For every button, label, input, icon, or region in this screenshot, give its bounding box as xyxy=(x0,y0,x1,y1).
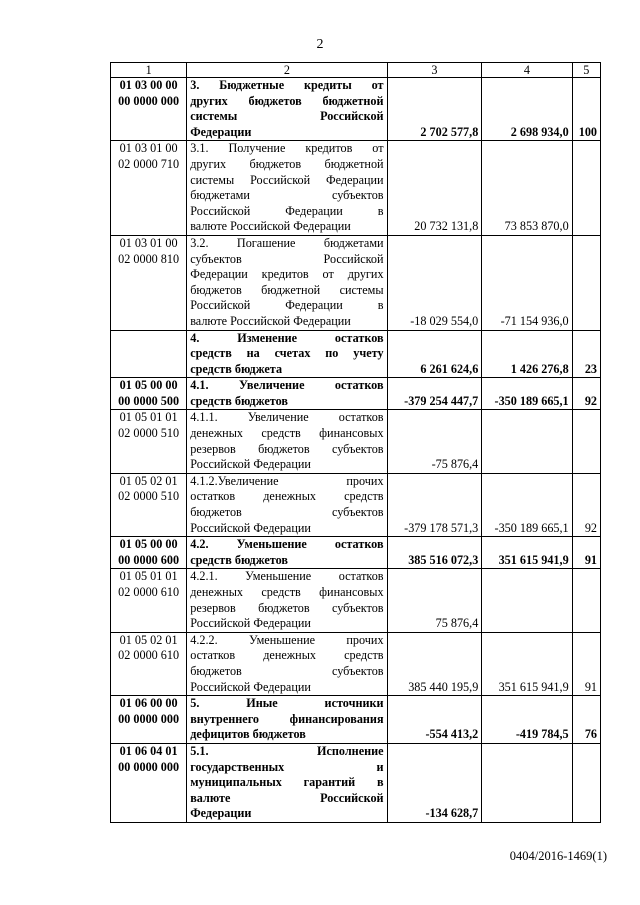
row-value-col3: 20 732 131,8 xyxy=(387,141,482,236)
row-name-line: 3. Бюджетные кредиты от xyxy=(190,78,384,92)
row-code: 01 05 00 00 00 0000 600 xyxy=(111,537,187,569)
table-row xyxy=(111,330,601,378)
row-value-col4 xyxy=(482,743,572,822)
row-name-line: валюте Российской Федерации xyxy=(190,313,351,328)
row-name-line: системы Российской Федерации xyxy=(190,172,384,187)
row-name-line: денежных средств финансовых xyxy=(190,585,384,599)
row-value-col4: 1 426 276,8 xyxy=(482,330,572,378)
header-col-3: 3 xyxy=(387,63,482,78)
table-body xyxy=(111,78,601,823)
row-name-line: 4.1.1. Увеличение остатков xyxy=(190,410,384,425)
row-name-line: 3.2. Погашение бюджетами xyxy=(190,235,384,250)
header-col-2: 2 xyxy=(187,63,387,78)
row-name-line: 4.1.2.Увеличение прочих xyxy=(190,473,384,488)
row-code: 01 06 04 01 00 0000 000 xyxy=(111,743,187,822)
row-value-col4: -350 189 665,1 xyxy=(482,378,572,410)
row-name-line: 4. Изменение остатков xyxy=(190,330,384,345)
row-value-col4: 351 615 941,9 xyxy=(482,632,572,695)
row-value-col4: 73 853 870,0 xyxy=(482,141,572,236)
row-name xyxy=(187,78,387,141)
row-value-col5 xyxy=(572,743,600,822)
row-name-line: бюджетов субъектов xyxy=(190,505,384,520)
row-value-col5: 76 xyxy=(572,696,600,744)
row-name xyxy=(187,330,387,378)
row-value-col4: -71 154 936,0 xyxy=(482,235,572,330)
row-name-line: бюджетов бюджетной системы xyxy=(190,282,384,297)
row-name xyxy=(187,696,387,744)
row-name-line: государственных и xyxy=(190,759,384,774)
row-code: 01 05 01 01 02 0000 510 xyxy=(111,410,187,473)
row-value-col5 xyxy=(572,235,600,330)
document-code: 0404/2016-1469(1) xyxy=(509,849,607,863)
row-name xyxy=(187,569,387,632)
row-name-line: 3.1. Получение кредитов от xyxy=(190,141,384,156)
row-name-line: бюджетов субъектов xyxy=(190,663,384,678)
table-row xyxy=(111,141,601,236)
header-col-4: 4 xyxy=(482,63,572,78)
row-value-col3: 75 876,4 xyxy=(387,569,482,632)
row-name-line: денежных средств финансовых xyxy=(190,426,384,441)
row-value-col5: 92 xyxy=(572,378,600,410)
row-value-col5: 91 xyxy=(572,632,600,695)
row-value-col5 xyxy=(572,569,600,632)
row-value-col3: -554 413,2 xyxy=(387,696,482,744)
row-value-col4: 2 698 934,0 xyxy=(482,78,572,141)
row-name xyxy=(187,378,387,410)
row-name-line: других бюджетов бюджетной xyxy=(190,93,384,108)
row-name xyxy=(187,410,387,473)
row-code: 01 03 01 00 02 0000 810 xyxy=(111,235,187,330)
row-value-col4 xyxy=(482,410,572,473)
row-value-col5: 91 xyxy=(572,537,600,569)
row-name-line: 5.1. Исполнение xyxy=(190,743,384,758)
row-name-line: Российской Федерации xyxy=(190,679,311,694)
row-name-line: системы Российской xyxy=(190,109,384,124)
page-number: 2 xyxy=(316,37,324,52)
table-row xyxy=(111,410,601,473)
row-name-line: внутреннего финансирования xyxy=(190,711,384,726)
budget-sources-table xyxy=(110,62,601,823)
row-value-col3: -18 029 554,0 xyxy=(387,235,482,330)
row-name-line: остатков денежных средств xyxy=(190,648,384,663)
row-value-col3: -134 628,7 xyxy=(387,743,482,822)
row-code xyxy=(111,330,187,378)
row-value-col3: 385 516 072,3 xyxy=(387,537,482,569)
row-code: 01 05 02 01 02 0000 510 xyxy=(111,473,187,536)
row-value-col4 xyxy=(482,569,572,632)
row-value-col5: 92 xyxy=(572,473,600,536)
row-name xyxy=(187,632,387,695)
row-value-col5: 23 xyxy=(572,330,600,378)
row-code: 01 03 01 00 02 0000 710 xyxy=(111,141,187,236)
row-name-line: резервов бюджетов субъектов xyxy=(190,600,384,615)
header-col-5: 5 xyxy=(572,63,600,78)
row-value-col3: 385 440 195,9 xyxy=(387,632,482,695)
row-value-col4: -350 189 665,1 xyxy=(482,473,572,536)
row-value-col5 xyxy=(572,141,600,236)
table-row xyxy=(111,743,601,822)
row-name-line: средств бюджетов xyxy=(190,393,289,408)
row-name xyxy=(187,743,387,822)
table-row xyxy=(111,235,601,330)
row-name-line: резервов бюджетов субъектов xyxy=(190,441,384,456)
row-name-line: 4.1. Увеличение остатков xyxy=(190,378,384,393)
row-name-line: бюджетами субъектов xyxy=(190,188,384,203)
row-code: 01 05 00 00 00 0000 500 xyxy=(111,378,187,410)
row-value-col3: 6 261 624,6 xyxy=(387,330,482,378)
header-col-1: 1 xyxy=(111,63,187,78)
row-name-line: Федерации xyxy=(190,124,252,139)
table-row xyxy=(111,537,601,569)
table-row xyxy=(111,473,601,536)
row-value-col3: -379 254 447,7 xyxy=(387,378,482,410)
row-value-col3: 2 702 577,8 xyxy=(387,78,482,141)
row-name-line: валюте Российской Федерации xyxy=(190,219,351,234)
row-name-line: 5. Иные источники xyxy=(190,696,384,711)
row-code: 01 03 00 00 00 0000 000 xyxy=(111,78,187,141)
row-value-col5: 100 xyxy=(572,78,600,141)
table-row xyxy=(111,378,601,410)
table-row xyxy=(111,696,601,744)
row-name-line: Российской Федерации xyxy=(190,457,311,472)
row-value-col3: -379 178 571,3 xyxy=(387,473,482,536)
row-name-line: 4.2.2. Уменьшение прочих xyxy=(190,632,384,647)
row-value-col5 xyxy=(572,410,600,473)
row-name-line: остатков денежных средств xyxy=(190,489,384,504)
row-code: 01 05 01 01 02 0000 610 xyxy=(111,569,187,632)
row-code: 01 06 00 00 00 0000 000 xyxy=(111,696,187,744)
row-name-line: Российской Федерации xyxy=(190,616,311,631)
table-row xyxy=(111,569,601,632)
row-value-col4: -419 784,5 xyxy=(482,696,572,744)
row-name-line: Российской Федерации xyxy=(190,520,311,535)
row-name-line: средств бюджета xyxy=(190,361,283,376)
row-name-line: валюте Российской xyxy=(190,790,384,805)
row-name xyxy=(187,235,387,330)
row-name-line: дефицитов бюджетов xyxy=(190,727,306,742)
row-name-line: муниципальных гарантий в xyxy=(190,775,384,790)
row-name-line: средств бюджетов xyxy=(190,552,289,567)
row-name-line: субъектов Российской xyxy=(190,251,384,266)
row-name xyxy=(187,537,387,569)
row-value-col4: 351 615 941,9 xyxy=(482,537,572,569)
row-name-line: других бюджетов бюджетной xyxy=(190,156,384,171)
row-name-line: Российской Федерации в xyxy=(190,298,384,313)
row-code: 01 05 02 01 02 0000 610 xyxy=(111,632,187,695)
row-name-line: Российской Федерации в xyxy=(190,203,384,218)
row-name-line: средств на счетах по учету xyxy=(190,346,384,361)
table-row xyxy=(111,632,601,695)
row-name xyxy=(187,141,387,236)
row-name-line: 4.2. Уменьшение остатков xyxy=(190,537,384,552)
row-name-line: Федерации xyxy=(190,806,252,821)
row-name-line: Федерации кредитов от других xyxy=(190,267,384,282)
row-name-line: 4.2.1. Уменьшение остатков xyxy=(190,569,384,584)
row-value-col3: -75 876,4 xyxy=(387,410,482,473)
row-name xyxy=(187,473,387,536)
table-header-row xyxy=(111,63,601,78)
table-row xyxy=(111,78,601,141)
